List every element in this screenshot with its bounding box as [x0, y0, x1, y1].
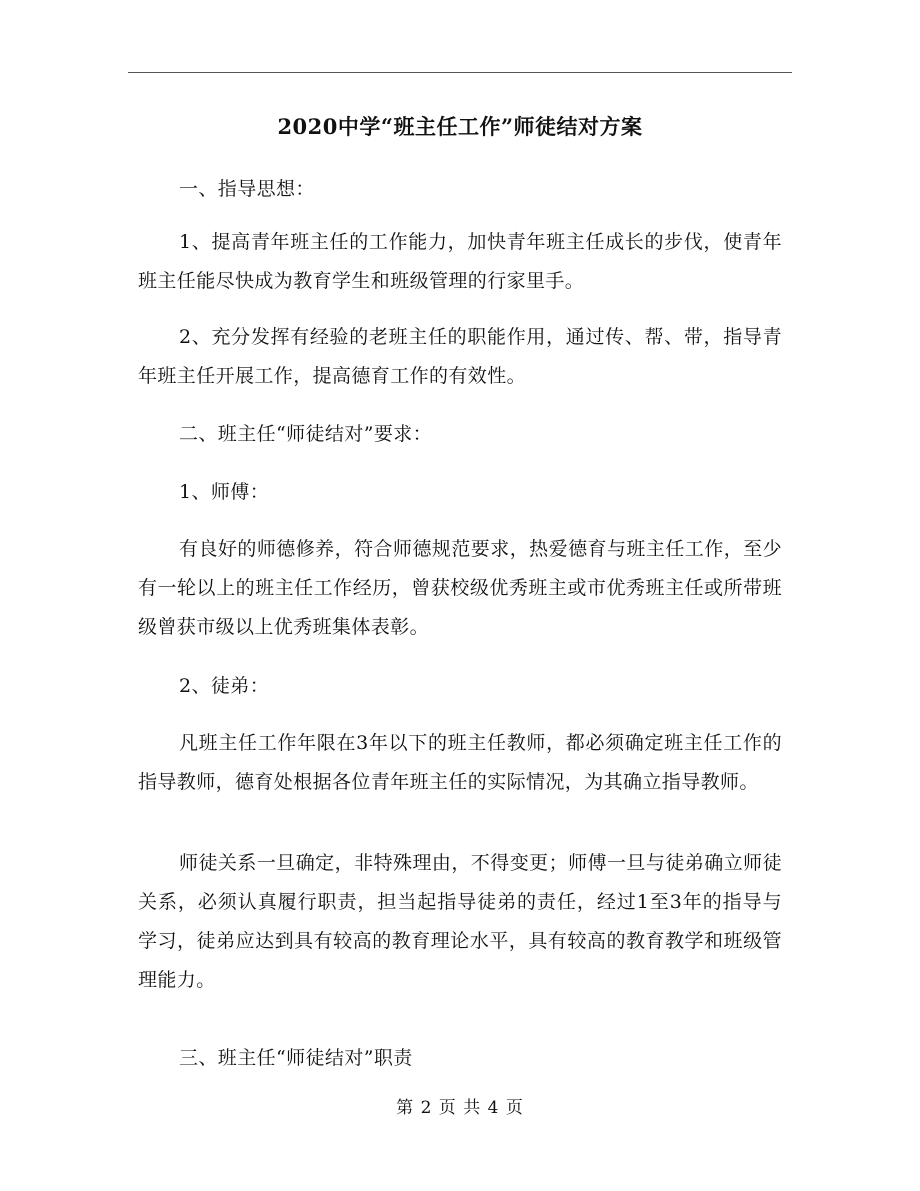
paragraph-mentor-requirements: 有良好的师德修养，符合师德规范要求，热爱德育与班主任工作，至少有一轮以上的班主任工作经历，曾获校级优秀班主或市优秀班主任或所带班级曾获市级以上优秀班集体表彰。: [138, 538, 782, 638]
paragraph-guiding-idea-2: 2、充分发挥有经验的老班主任的职能作用，通过传、帮、带，指导青年班主任开展工作，提高德育工作的有效性。: [138, 326, 782, 387]
page-number-footer: 第 2 页 共 4 页: [396, 1098, 524, 1118]
document-title: 2020中学“班主任工作”师徒结对方案: [277, 114, 643, 139]
paragraph-relationship-rules: 师徒关系一旦确定，非特殊理由，不得变更；师傅一旦与徒弟确立师徒关系，必须认真履行职责，担当起指导徒弟的责任，经过1至3年的指导与学习，徒弟应达到具有较高的教育理论水平，具有较高的教育教学和班级管理能力。: [138, 852, 782, 991]
paragraph-apprentice-requirements: 凡班主任工作年限在3年以下的班主任教师，都必须确定班主任工作的指导教师，德育处根据各位青年班主任的实际情况，为其确立指导教师。: [138, 732, 782, 793]
subheading-mentor: 1、师傅：: [179, 481, 270, 503]
paragraph-guiding-idea-1: 1、提高青年班主任的工作能力，加快青年班主任成长的步伐，使青年班主任能尽快成为教育学生和班级管理的行家里手。: [138, 231, 782, 292]
section-heading-guiding-idea: 一、指导思想：: [179, 178, 315, 200]
header-rule: [128, 72, 792, 73]
section-heading-duties: 三、班主任“师徒结对”职责: [179, 1047, 413, 1069]
section-heading-requirements: 二、班主任“师徒结对”要求：: [179, 423, 433, 445]
subheading-apprentice: 2、徒弟：: [179, 675, 270, 697]
